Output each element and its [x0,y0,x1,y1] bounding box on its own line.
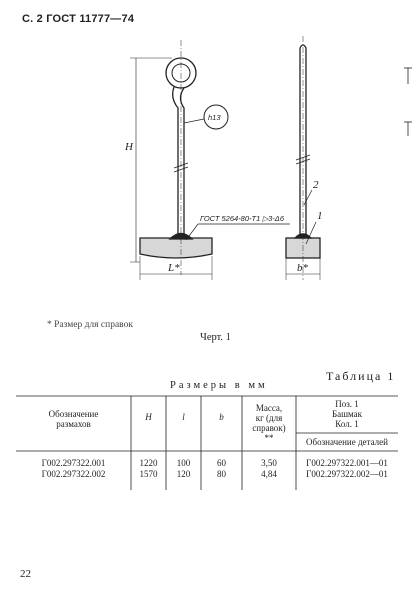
row-1-part: Г002.297322.001—01 [306,458,388,468]
row-1-designation: Г002.297322.001 [41,458,106,468]
dim-b-label: b* [297,262,308,274]
row-2-part: Г002.297322.002—01 [306,469,388,479]
row-2-h: 1570 [139,469,158,479]
header-part-designation: Обозначение деталей [306,437,388,447]
header-b: b [219,412,224,422]
page-header: С. 2 ГОСТ 11777—74 [22,13,135,25]
pos-2-leader [304,190,312,205]
row-2-designation: Г002.297322.002 [41,469,106,479]
header-l: l [182,412,185,422]
header-h: Н [145,412,152,422]
table-caption: Таблица 1 [326,369,396,383]
rod [173,87,184,240]
header-pos-group: Поз. 1 Башмак Кол. 1 [331,399,363,429]
row-1-l: 100 [176,458,191,468]
row-1-h: 1220 [139,458,158,468]
row-2-mass: 4,84 [261,469,277,479]
header-mass: Масса, кг (для справок) ** [252,403,286,443]
callout-label: h13 [208,113,221,122]
side-view [286,36,320,280]
margin-marks [404,68,412,136]
drawing-caption: Черт. 1 [200,332,231,343]
front-view [130,40,290,280]
header-designation: Обозначение размахов [48,409,99,429]
dim-l-label: L* [168,262,180,274]
dim-h-label: H [125,141,133,153]
pos-2-label: 2 [313,179,319,191]
row-1-b: 60 [217,458,226,468]
footnote: * Размер для справок [47,320,133,330]
gost-note: ГОСТ 5264-80-Т1 ▷3-Δ6 [200,214,284,223]
row-2-b: 80 [217,469,226,479]
base-block [140,238,212,258]
row-2-l: 120 [176,469,191,479]
pos-1-label: 1 [317,210,323,222]
row-1-mass: 3,50 [261,458,277,468]
page-number: 22 [20,568,31,580]
units-caption: Размеры в мм [170,380,268,391]
data-table [16,395,398,495]
